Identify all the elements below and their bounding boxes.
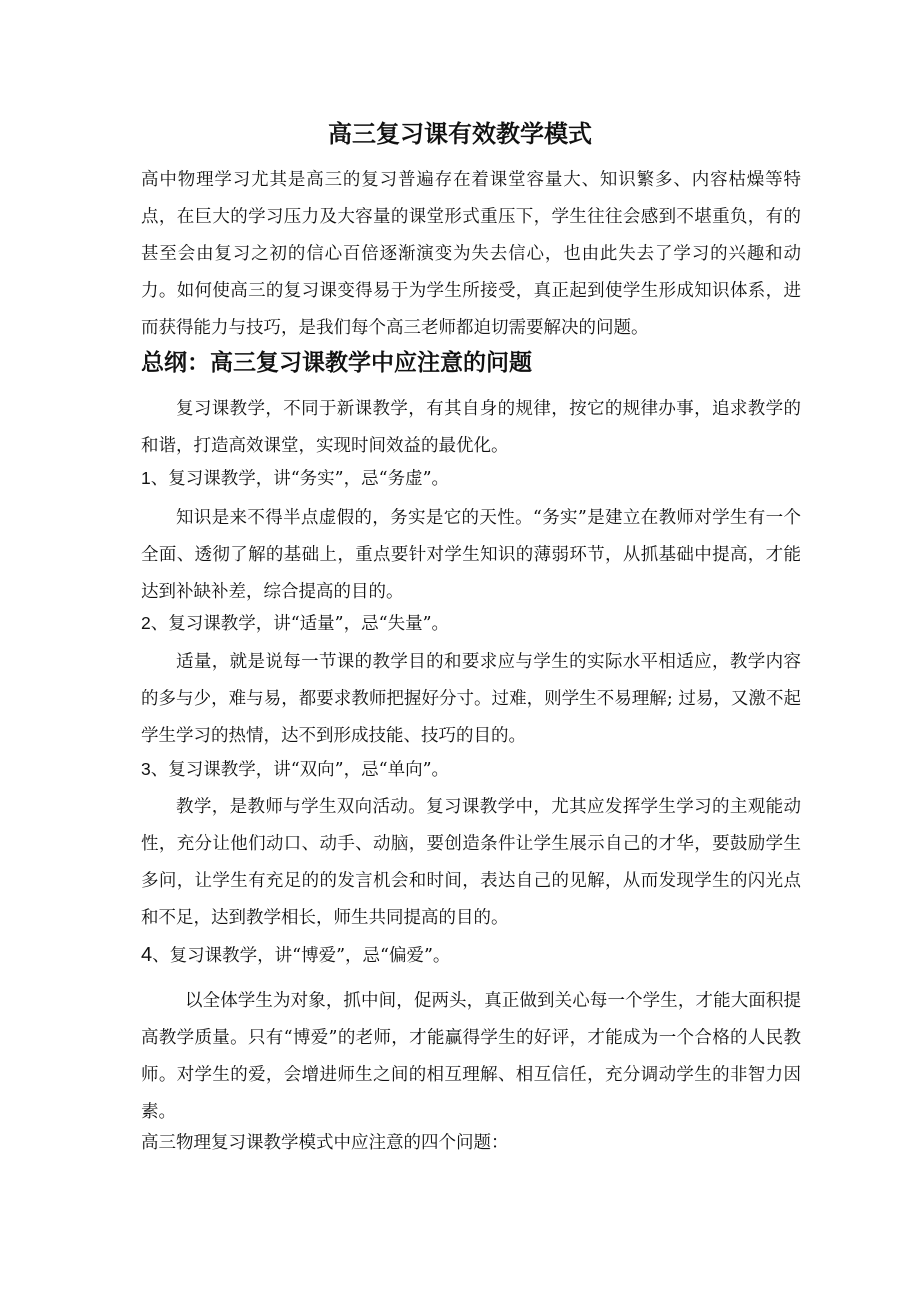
point-heading-text: 、复习课教学，讲“双向”，忌“单向”。 (150, 760, 450, 780)
point-heading-text: 、复习课教学，讲“博爱”，忌“偏爱”。 (152, 946, 451, 966)
closing-line: 高三物理复习课教学模式中应注意的四个问题： (141, 1133, 509, 1153)
point-number: 4 (141, 944, 153, 966)
point-number: 1 (141, 468, 151, 488)
point-heading-text: 、复习课教学，讲“务实”，忌“务虚”。 (150, 469, 450, 489)
section-intro-paragraph: 复习课教学，不同于新课教学，有其自身的规律，按它的规律办事，追求教学的和谐，打造高效课堂，实现时间效益的最优化。 (141, 399, 801, 456)
document-title: 高三复习课有效教学模式 (328, 119, 592, 148)
intro-paragraph: 高中物理学习尤其是高三的复习普遍存在着课堂容量大、知识繁多、内容枯燥等特点，在巨大的学习压力及大容量的课堂形式重压下，学生往往会感到不堪重负，有的甚至会由复习之初的信心百倍逐渐演变为失去信心，也由此失去了学习的兴趣和动力。如何使高三的复习课变得易于为学生所接受，真正起到使学生形成知识体系，进而获得能力与技巧，是我们每个高三老师都迫切需要解决的问题。 (141, 170, 801, 338)
point-4-body: 以全体学生为对象，抓中间，促两头，真正做到关心每一个学生，才能大面积提高教学质量。只有“博爱”的老师，才能赢得学生的好评，才能成为一个合格的人民教师。对学生的爱，会增进师生之间的相互理解、相互信任，充分调动学生的非智力因素。 (141, 991, 801, 1122)
point-4-heading (141, 940, 450, 971)
point-heading-text: 、复习课教学，讲“适量”，忌“失量”。 (150, 614, 450, 634)
point-1-body: 知识是来不得半点虚假的，务实是它的天性。“务实”是建立在教师对学生有一个全面、透彻了解的基础上，重点要针对学生知识的薄弱环节，从抓基础中提高，才能达到补缺补差，综合提高的目的。 (141, 508, 801, 602)
point-3-heading (141, 754, 449, 785)
point-2-body: 适量，就是说每一节课的教学目的和要求应与学生的实际水平相适应，教学内容的多与少，难与易，都要求教师把握好分寸。过难，则学生不易理解; 过易，又激不起学生学习的热情，达不到形成技能、技巧的目的。 (141, 652, 801, 746)
point-1-heading (141, 463, 449, 494)
section-heading: 总纲：高三复习课教学中应注意的问题 (141, 349, 532, 376)
point-number: 2 (141, 613, 151, 633)
point-number: 3 (141, 759, 151, 779)
point-2-heading (141, 608, 449, 639)
point-3-body: 教学，是教师与学生双向活动。复习课教学中，尤其应发挥学生学习的主观能动性，充分让他们动口、动手、动脑，要创造条件让学生展示自己的才华，要鼓励学生多问，让学生有充足的的发言机会和时间，表达自己的见解，从而发现学生的闪光点和不足，达到教学相长，师生共同提高的目的。 (141, 797, 801, 928)
